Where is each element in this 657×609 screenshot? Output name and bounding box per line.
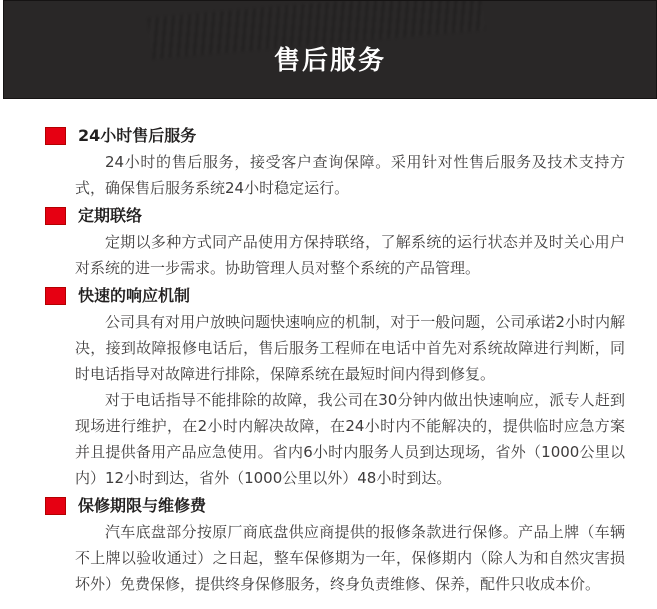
- section-paragraph: 24小时的售后服务，接受客户查询保障。采用针对性售后服务及技术支持方式，确保售后服务系统24小时稳定运行。: [75, 153, 625, 197]
- section-header: [45, 206, 625, 226]
- section-title: 24小时售后服务: [78, 126, 197, 145]
- red-square-bullet-icon: [45, 207, 66, 225]
- section-title: 定期联络: [78, 206, 143, 225]
- section-title: 保修期限与维修费: [78, 496, 207, 515]
- red-square-bullet-icon: [45, 287, 66, 305]
- section-header: [45, 496, 625, 516]
- section-paragraph: 定期以多种方式同产品使用方保持联络，了解系统的运行状态并及时关心用户对系统的进一步需求。协助管理人员对整个系统的产品管理。: [75, 233, 625, 277]
- section-rapid-response: [45, 286, 625, 491]
- red-square-bullet-icon: [45, 127, 66, 145]
- section-24h-service: [45, 126, 625, 201]
- section-header: [45, 286, 625, 306]
- section-warranty-period: [45, 496, 625, 597]
- red-square-bullet-icon: [45, 497, 66, 515]
- section-regular-contact: [45, 206, 625, 281]
- section-paragraph: 公司具有对用户放映问题快速响应的机制，对于一般问题，公司承诺2小时内解决，接到故障报修电话后，售后服务工程师在电话中首先对系统故障进行判断，同时电话指导对故障进行排除，保障系统在最短时间内得到修复。: [75, 313, 625, 383]
- service-content: [45, 126, 625, 602]
- page-banner: [3, 0, 657, 99]
- section-paragraph: 对于电话指导不能排除的故障，我公司在30分钟内做出快速响应，派专人赶到现场进行维护，在2小时内解决故障，在24小时内不能解决的，提供临时应急方案并且提供备用产品应急使用。省内6小时内服务人员到达现场，省外（1000公里以内）12小时到达，省外（1000公里以外）48小时到达。: [75, 391, 625, 487]
- page-title: 售后服务: [273, 45, 386, 76]
- section-header: [45, 126, 625, 146]
- section-title: 快速的响应机制: [78, 286, 191, 305]
- section-paragraph: 汽车底盘部分按原厂商底盘供应商提供的报修条款进行保修。产品上牌（车辆不上牌以验收通过）之日起，整车保修期为一年，保修期内（除人为和自然灾害损坏外）免费保修，提供终身保修服务，终身负责维修、保养，配件只收成本价。: [75, 523, 625, 593]
